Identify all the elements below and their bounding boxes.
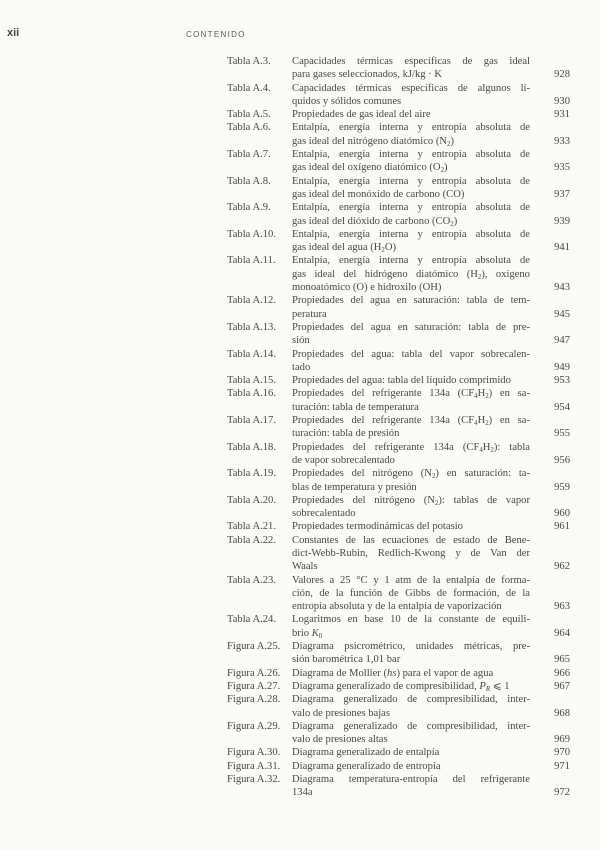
toc-entry xyxy=(227,640,570,667)
toc-entry-label: Tabla A.23. xyxy=(227,574,276,586)
toc-entry-line: turación: tabla de presión xyxy=(292,428,400,440)
toc-entry-page-number: 966 xyxy=(554,667,570,679)
toc-entry-label: Figura A.31. xyxy=(227,760,281,772)
toc-entry-line: gas ideal del nitrógeno diatómico $(N_2)$ xyxy=(292,135,455,148)
toc-entry-description xyxy=(292,680,530,693)
toc-entry-line: de vapor sobrecalentado xyxy=(292,454,395,466)
toc-entry-line: Entalpía, energía interna y entropía absoluta de xyxy=(292,255,530,267)
toc-entry xyxy=(227,520,570,533)
toc-entry-line: Propiedades termodinámicas del potasio xyxy=(292,521,463,533)
toc-entry-description xyxy=(292,55,530,82)
running-header: CONTENIDO xyxy=(186,30,246,39)
toc-entry-label: Figura A.25. xyxy=(227,641,281,653)
toc-entry-line: gas ideal del agua $(H_2O)$ xyxy=(292,242,397,255)
toc-entry-line: gas ideal del hidrógeno diatómico $(H_2)$, oxígeno xyxy=(292,268,530,281)
toc-entry-page-number: 953 xyxy=(554,375,570,387)
toc-entry-description xyxy=(292,414,530,441)
toc-entry-line: sobrecalentado xyxy=(292,508,356,520)
toc-entry-label: Tabla A.18. xyxy=(227,441,276,453)
toc-entry-label: Tabla A.15. xyxy=(227,375,276,387)
toc-entry-description xyxy=(292,374,530,387)
toc-entry xyxy=(227,294,570,321)
toc-entry-description xyxy=(292,534,530,574)
toc-entry-page-number: 937 xyxy=(554,188,570,200)
toc-entry-page-number: 931 xyxy=(554,109,570,121)
toc-entry-line: gas ideal del oxígeno diatómico $(O_2)$ xyxy=(292,162,448,175)
toc-entry-line: Valores a 25 °C y 1 atm de la entalpía de forma- xyxy=(292,574,530,586)
toc-entry xyxy=(227,414,570,441)
toc-entry-line: Propiedades del agua en saturación: tabla de pre- xyxy=(292,321,530,333)
toc-entry-page-number: 961 xyxy=(554,521,570,533)
toc-entry-line: Diagrama psicrométrico, unidades métricas, pre- xyxy=(292,641,530,653)
toc-entry-line: Constantes de las ecuaciones de estado de Bene- xyxy=(292,534,530,546)
toc-entry-description xyxy=(292,441,530,468)
toc-entry-line: monoatómico (O) e hidroxilo (OH) xyxy=(292,282,442,294)
toc-entry-page-number: 933 xyxy=(554,135,570,147)
toc-entry-line: Propiedades del nitrógeno $(N_2)$: tablas de vapor xyxy=(292,494,531,507)
toc-entry-line: sión barométrica 1,01 bar xyxy=(292,654,401,666)
toc-entry-line: Entalpía, energía interna y entropía absoluta de xyxy=(292,122,530,134)
toc-entry-line: Logaritmos en base 10 de la constante de equili- xyxy=(292,614,530,626)
toc-entry xyxy=(227,55,570,82)
toc-entry-page-number: 956 xyxy=(554,454,570,466)
toc-entry-description xyxy=(292,720,530,747)
toc-entry-page-number: 964 xyxy=(554,627,570,639)
toc-entry-label: Figura A.28. xyxy=(227,694,281,706)
toc-entry-page-number: 945 xyxy=(554,308,570,320)
toc-entry-line: Diagrama generalizado de compresibilidad, inter- xyxy=(292,694,530,706)
toc-entry-line: peratura xyxy=(292,308,327,320)
toc-entry-line: entropía absoluta y de la entalpía de vaporización xyxy=(292,601,502,613)
toc-entry-page-number: 935 xyxy=(554,162,570,174)
toc-entry xyxy=(227,108,570,121)
toc-entry-label: Tabla A.9. xyxy=(227,202,271,214)
toc-entry-label: Tabla A.20. xyxy=(227,494,276,506)
toc-entry xyxy=(227,693,570,720)
toc-entry-description xyxy=(292,667,530,680)
toc-entry-description xyxy=(292,613,530,640)
toc-entry xyxy=(227,760,570,773)
toc-entry-label: Tabla A.13. xyxy=(227,321,276,333)
toc-entry-description xyxy=(292,108,530,121)
toc-entry xyxy=(227,574,570,614)
toc-entry-description xyxy=(292,201,530,228)
toc-entry xyxy=(227,175,570,202)
toc-entry-label: Tabla A.24. xyxy=(227,614,276,626)
toc-entry-line: tado xyxy=(292,361,311,373)
toc-entry-line: Propiedades del refrigerante 134a $(CF_4H_2)$: tabla xyxy=(292,441,530,454)
toc-entry xyxy=(227,121,570,148)
toc-entry-line: valo de presiones altas xyxy=(292,734,388,746)
toc-entry xyxy=(227,374,570,387)
toc-entry-line: Propiedades del refrigerante 134a $(CF_4H_2)$ en sa- xyxy=(292,388,530,401)
toc-entry-line: Entalpía, energía interna y entropía absoluta de xyxy=(292,202,530,214)
toc-entry-page-number: 959 xyxy=(554,481,570,493)
toc-entry xyxy=(227,494,570,521)
toc-entry xyxy=(227,387,570,414)
toc-entry-label: Tabla A.19. xyxy=(227,468,276,480)
toc-entry-page-number: 969 xyxy=(554,734,570,746)
toc-entry-line: Capacidades térmicas específicas de algunos lí- xyxy=(292,82,530,94)
toc-entry-label: Tabla A.21. xyxy=(227,521,276,533)
toc-entry-line: dict-Webb-Rubin, Redlich-Kwong y de Van der xyxy=(292,547,530,559)
toc-entry-line: Propiedades de gas ideal del aire xyxy=(292,109,431,121)
toc-entry-description xyxy=(292,574,530,614)
toc-entry-label: Figura A.27. xyxy=(227,680,281,692)
toc-entry-line: Propiedades del agua: tabla del vapor sobrecalen- xyxy=(292,348,530,360)
toc-entry-page-number: 967 xyxy=(554,680,570,692)
toc-entry-description xyxy=(292,387,530,414)
toc-entry xyxy=(227,228,570,255)
toc-entry-description xyxy=(292,494,530,521)
toc-entry-description xyxy=(292,82,530,109)
toc-entry-line: Diagrama generalizado de compresibilidad, $P_R$ ⩽ 1 xyxy=(292,680,510,693)
toc-entry-label: Tabla A.17. xyxy=(227,415,276,427)
toc-entry-label: Tabla A.10. xyxy=(227,228,276,240)
toc-entry-page-number: 955 xyxy=(554,428,570,440)
toc-entry-line: Entalpía, energía interna y entropía absoluta de xyxy=(292,175,530,187)
toc-entry-line: brio $K_0$ xyxy=(292,627,323,640)
toc-entry-label: Figura A.29. xyxy=(227,720,281,732)
toc-entry-page-number: 928 xyxy=(554,69,570,81)
toc-list xyxy=(227,55,570,800)
toc-entry-line: Diagrama generalizado de entalpía xyxy=(292,747,440,759)
toc-entry xyxy=(227,613,570,640)
toc-entry-line: ción, de la función de Gibbs de formación, de la xyxy=(292,587,530,599)
toc-entry-page-number: 968 xyxy=(554,707,570,719)
toc-entry-page-number: 943 xyxy=(554,282,570,294)
toc-entry-line: Entalpía, energía interna y entropía absoluta de xyxy=(292,228,530,240)
toc-entry xyxy=(227,148,570,175)
toc-entry xyxy=(227,441,570,468)
toc-entry-line: valo de presiones bajas xyxy=(292,707,390,719)
toc-entry-label: Tabla A.5. xyxy=(227,109,271,121)
toc-entry-label: Tabla A.3. xyxy=(227,56,271,67)
toc-entry-line: gas ideal del monóxido de carbono (CO) xyxy=(292,188,465,200)
toc-entry-line: blas de temperatura y presión xyxy=(292,481,417,493)
toc-entry xyxy=(227,680,570,693)
toc-entry xyxy=(227,534,570,574)
toc-entry-page-number: 960 xyxy=(554,508,570,520)
toc-entry-page-number: 963 xyxy=(554,601,570,613)
toc-entry xyxy=(227,773,570,800)
toc-entry-page-number: 949 xyxy=(554,361,570,373)
toc-entry-label: Figura A.32. xyxy=(227,774,281,786)
toc-entry-line: Diagrama generalizado de entropía xyxy=(292,760,441,772)
toc-entry-description xyxy=(292,175,530,202)
toc-entry-page-number: 970 xyxy=(554,747,570,759)
toc-entry-description xyxy=(292,121,530,148)
toc-entry-line: gas ideal del dióxido de carbono $(CO_2)$ xyxy=(292,215,458,228)
toc-entry xyxy=(227,82,570,109)
toc-entry-page-number: 939 xyxy=(554,215,570,227)
toc-entry-line: Diagrama generalizado de compresibilidad, inter- xyxy=(292,720,530,732)
toc-entry-label: Tabla A.4. xyxy=(227,82,271,94)
toc-entry-description xyxy=(292,321,530,348)
toc-entry-description xyxy=(292,773,530,800)
toc-entry xyxy=(227,201,570,228)
toc-entry xyxy=(227,467,570,494)
toc-entry-page-number: 930 xyxy=(554,95,570,107)
toc-entry-label: Figura A.30. xyxy=(227,747,281,759)
toc-entry-line: turación: tabla de temperatura xyxy=(292,401,419,413)
toc-entry-label: Tabla A.14. xyxy=(227,348,276,360)
toc-entry-line: Propiedades del agua: tabla del líquido comprimido xyxy=(292,375,511,387)
toc-entry-line: Waals xyxy=(292,561,318,573)
toc-entry xyxy=(227,321,570,348)
toc-entry-description xyxy=(292,520,530,533)
folio-page-number: xii xyxy=(7,27,20,39)
toc-entry-label: Tabla A.16. xyxy=(227,388,276,400)
toc-entry xyxy=(227,746,570,759)
toc-entry-label: Tabla A.7. xyxy=(227,149,271,161)
toc-entry-description xyxy=(292,746,530,759)
toc-entry-line: Diagrama temperatura-entropía del refrigerante xyxy=(292,774,530,786)
toc-entry-page-number: 947 xyxy=(554,335,570,347)
toc-entry xyxy=(227,667,570,680)
toc-entry-label: Tabla A.12. xyxy=(227,295,276,307)
toc-entry-line: Propiedades del refrigerante 134a $(CF_4H_2)$ en sa- xyxy=(292,415,530,427)
toc-entry-line: quidos y sólidos comunes xyxy=(292,95,402,107)
toc-entry-line: Entalpía, energía interna y entropía absoluta de xyxy=(292,149,530,161)
toc-entry-description xyxy=(292,760,530,773)
toc-entry-page-number: 971 xyxy=(554,760,570,772)
toc-entry-description xyxy=(292,228,530,255)
toc-entry-description xyxy=(292,148,530,175)
toc-entry-page-number: 972 xyxy=(554,787,570,799)
toc-entry-line: 134a xyxy=(292,787,313,799)
toc-entry-page-number: 941 xyxy=(554,242,570,254)
toc-entry-description xyxy=(292,693,530,720)
toc-entry-label: Figura A.26. xyxy=(227,667,281,679)
toc-entry-page-number: 954 xyxy=(554,401,570,413)
toc-entry-label: Tabla A.6. xyxy=(227,122,271,134)
toc-entry-description xyxy=(292,348,530,375)
toc-entry-line: para gases seleccionados, kJ/kg · K xyxy=(292,69,443,81)
toc-entry-line: sión xyxy=(292,335,310,347)
toc-entry xyxy=(227,348,570,375)
toc-entry-line: Propiedades del agua en saturación: tabla de tem- xyxy=(292,295,530,307)
toc-entry xyxy=(227,720,570,747)
toc-entry-page-number: 965 xyxy=(554,654,570,666)
toc-entry-label: Tabla A.22. xyxy=(227,534,276,546)
toc-entry-description xyxy=(292,294,530,321)
toc-entry-page-number: 962 xyxy=(554,561,570,573)
toc-entry-label: Tabla A.11. xyxy=(227,255,276,267)
toc-entry-label: Tabla A.8. xyxy=(227,175,271,187)
toc-entry-description xyxy=(292,640,530,667)
toc-entry-line: Propiedades del nitrógeno $(N_2)$ en saturación: ta- xyxy=(292,468,531,481)
toc-entry-description xyxy=(292,467,530,494)
toc-entry-line: Diagrama de Mollier (hs) para el vapor de agua xyxy=(292,667,494,679)
toc-entry xyxy=(227,254,570,294)
toc-entry-line: Capacidades térmicas específicas de gas ideal xyxy=(292,56,530,67)
toc-entry-description xyxy=(292,254,530,294)
